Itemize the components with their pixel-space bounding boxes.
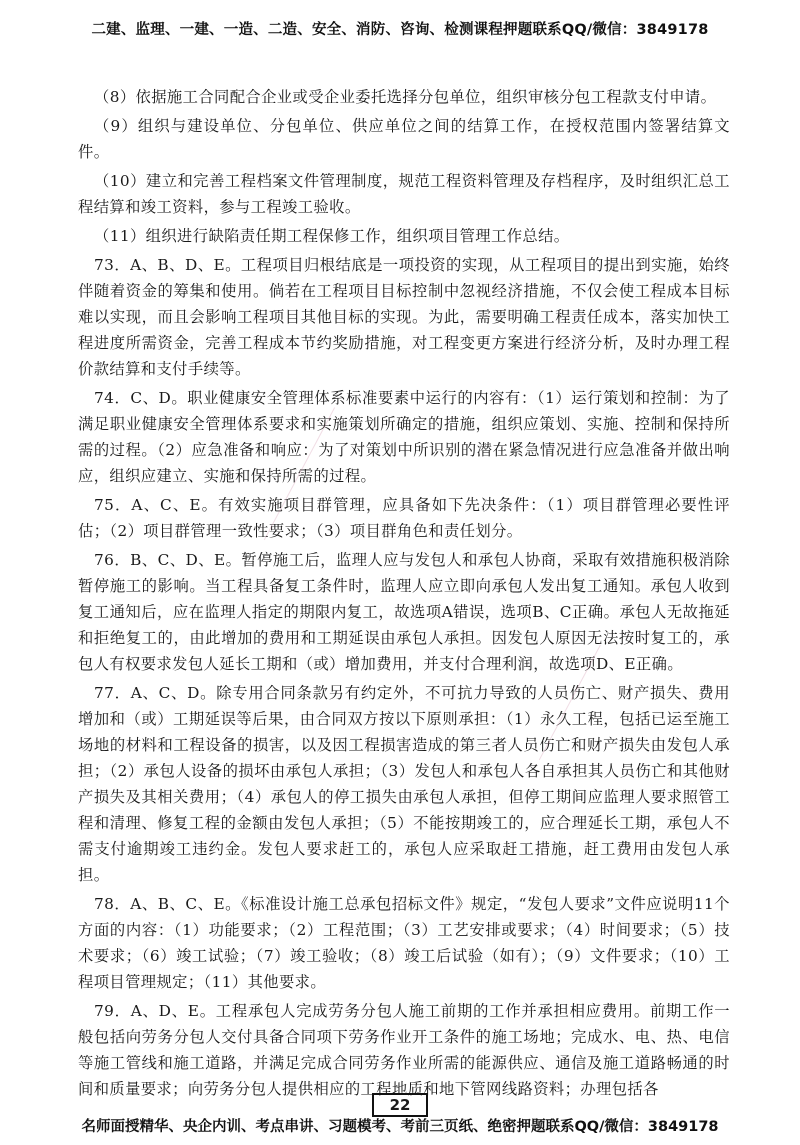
document-body [78, 84, 730, 1105]
answer-78: 78．A、B、C、E。《标准设计施工总承包招标文件》规定，“发包人要求”文件应说明11个方面的内容：（1）功能要求；（2）工程范围；（3）工艺安排或要求；（4）时间要求；（5）技术要求；（6）竣工试验；（7）竣工验收；（8）竣工后试验（如有）；（9）文件要求；（10）工程项目管理规定；（11）其他要求。 [78, 895, 730, 991]
paragraph-item-10: （10）建立和完善工程档案文件管理制度，规范工程资料管理及存档程序，及时组织汇总工程结算和竣工资料，参与工程竣工验收。 [78, 172, 730, 216]
paragraph-item-8: （8）依据施工合同配合企业或受企业委托选择分包单位，组织审核分包工程款支付申请。 [94, 88, 717, 106]
paragraph-item-11: （11）组织进行缺陷责任期工程保修工作，组织项目管理工作总结。 [94, 227, 570, 245]
answer-77: 77．A、C、D。除专用合同条款另有约定外，不可抗力导致的人员伤亡、财产损失、费用增加和（或）工期延误等后果，由合同双方按以下原则承担：（1）永久工程，包括已运至施工场地的材料和工程设备的损害，以及因工程损害造成的第三者人员伤亡和财产损失由发包人承担；（2）承包人设备的损坏由承包人承担；（3）发包人和承包人各自承担其人员伤亡和其他财产损失及其相关费用；（4）承包人的停工损失由承包人承担，但停工期间应监理人要求照管工程和清理、修复工程的金额由发包人承担；（5）不能按期竣工的，应合理延长工期，承包人不需支付逾期竣工违约金。发包人要求赶工的，承包人应采取赶工措施，赶工费用由发包人承担。 [78, 684, 730, 884]
answer-73: 73．A、B、D、E。工程项目归根结底是一项投资的实现，从工程项目的提出到实施，始终伴随着资金的筹集和使用。倘若在工程项目目标控制中忽视经济措施，不仅会使工程成本目标难以实现，而且会影响工程项目其他目标的实现。为此，需要明确工程责任成本，落实加快工程进度所需资金，完善工程成本节约奖励措施，对工程变更方案进行经济分析，及时办理工程价款结算和支付手续等。 [78, 256, 730, 378]
page-number: 22 [372, 1093, 428, 1117]
paragraph-item-9: （9）组织与建设单位、分包单位、供应单位之间的结算工作，在授权范围内签署结算文件。 [78, 117, 730, 161]
answer-79: 79．A、D、E。工程承包人完成劳务分包人施工前期的工作并承担相应费用。前期工作一般包括向劳务分包人交付具备合同项下劳务作业开工条件的施工场地；完成水、电、热、电信等施工管线和施工道路，并满足完成合同劳务作业所需的能源供应、通信及施工道路畅通的时间和质量要求；向劳务分包人提供相应的工程地质和地下管网线路资料；办理包括各 [78, 1002, 730, 1098]
answer-76: 76．B、C、D、E。暂停施工后，监理人应与发包人和承包人协商，采取有效措施积极消除暂停施工的影响。当工程具备复工条件时，监理人应立即向承包人发出复工通知。承包人收到复工通知后，应在监理人指定的期限内复工，故选项A错误，选项B、C正确。承包人无故拖延和拒绝复工的，由此增加的费用和工期延误由承包人承担。因发包人原因无法按时复工的，承包人有权要求发包人延长工期和（或）增加费用，并支付合理利润，故选项D、E正确。 [78, 551, 730, 673]
page-header-promo: 二建、监理、一建、一造、二造、安全、消防、咨询、检测课程押题联系QQ/微信：3849178 [91, 22, 709, 38]
page-footer-promo: 名师面授精华、央企内训、考点串讲、习题模考、考前三页纸、绝密押题联系QQ/微信：3849178 [81, 1119, 719, 1135]
answer-74: 74．C、D。职业健康安全管理体系标准要素中运行的内容有：（1）运行策划和控制：为了满足职业健康安全管理体系要求和实施策划所确定的措施，组织应策划、实施、控制和保持所需的过程。（2）应急准备和响应：为了对策划中所识别的潜在紧急情况进行应急准备并做出响应，组织应建立、实施和保持所需的过程。 [78, 389, 730, 485]
answer-75: 75．A、C、E。有效实施项目群管理，应具备如下先决条件：（1）项目群管理必要性评估；（2）项目群管理一致性要求；（3）项目群角色和责任划分。 [78, 496, 730, 540]
